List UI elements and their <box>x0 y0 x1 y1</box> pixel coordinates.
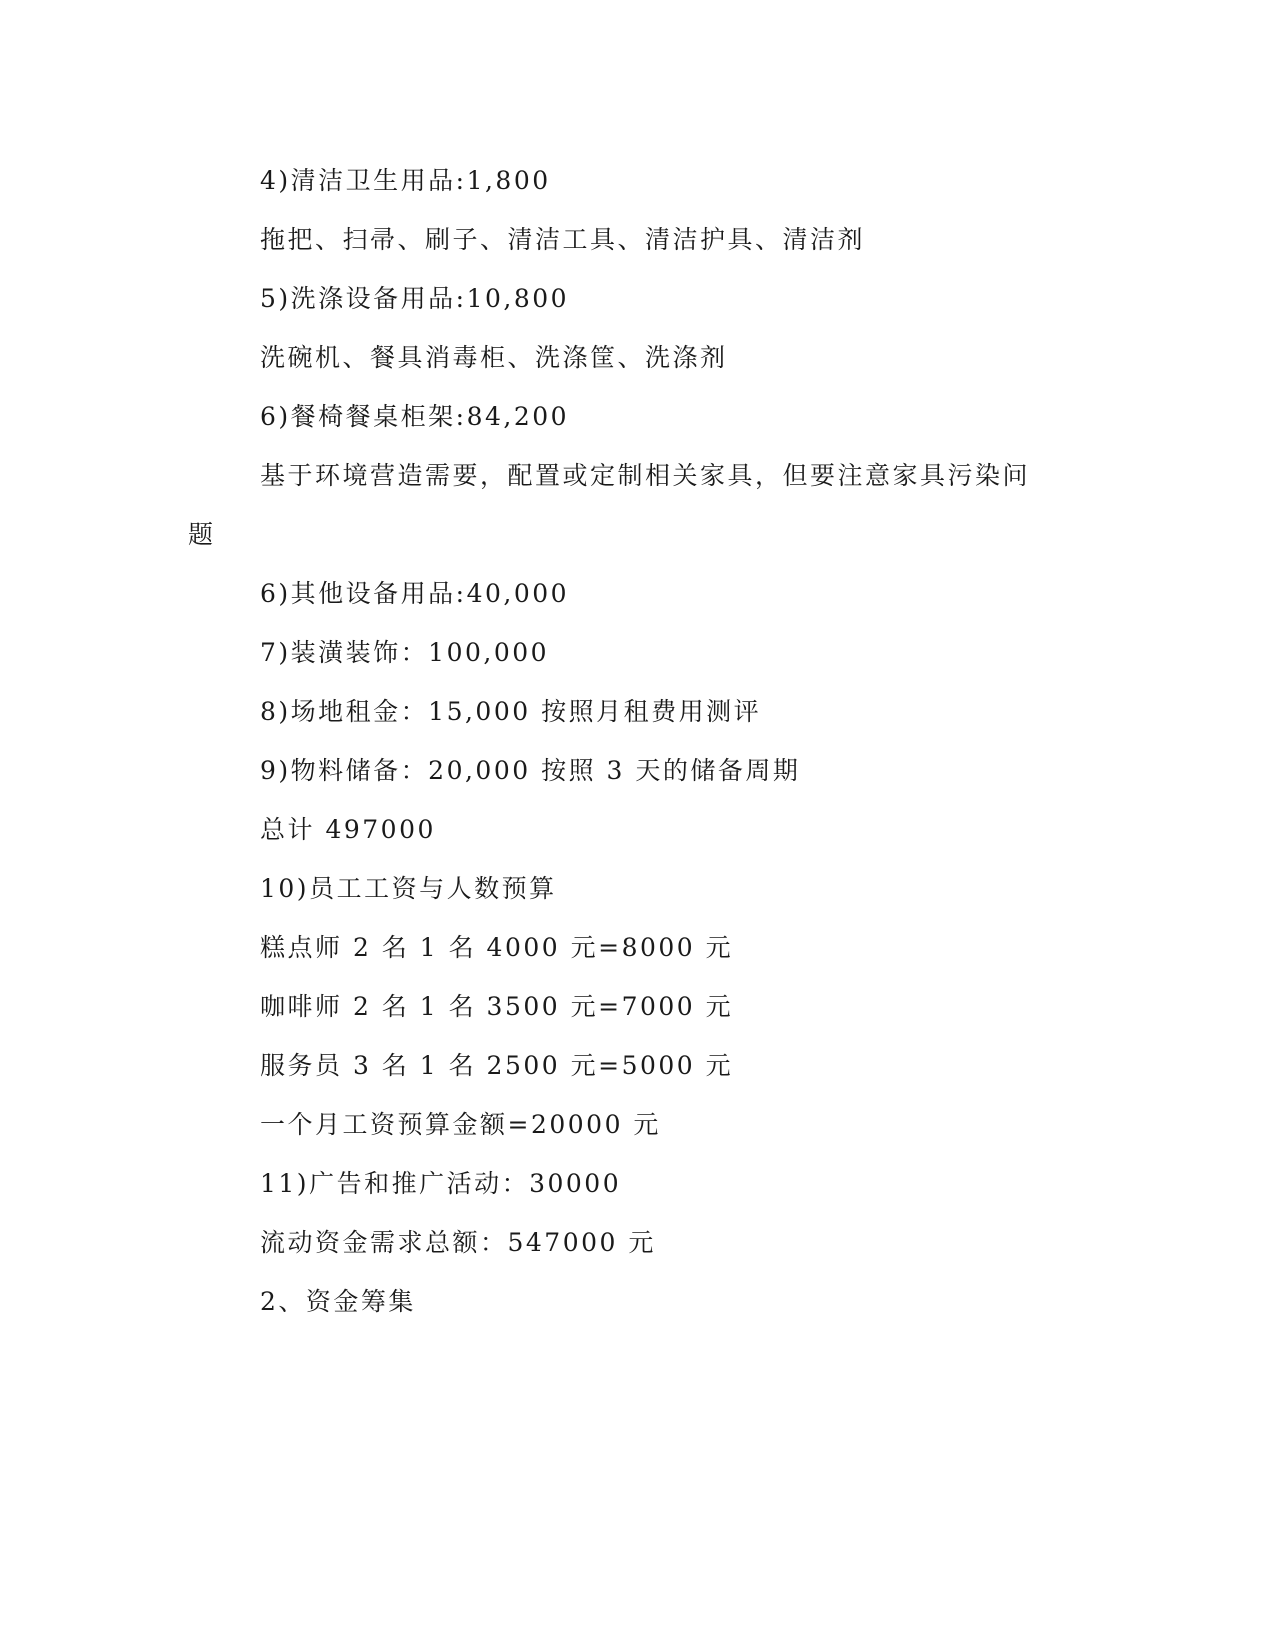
monthly-salary-total: 一个月工资预算金额=20000 元 <box>260 1110 661 1139</box>
tables-chairs-detail: 基于环境营造需要，配置或定制相关家具，但要注意家具污染问 <box>260 461 1031 490</box>
item-staff-salary: 10)员工工资与人数预算 <box>260 874 557 903</box>
salary-pastry-chef: 糕点师 2 名 1 名 4000 元=8000 元 <box>260 933 734 962</box>
item-other-equipment: 6)其他设备用品:40,000 <box>260 579 570 608</box>
item-cleaning-supplies: 4)清洁卫生用品:1,800 <box>260 166 551 195</box>
item-advertising: 11)广告和推广活动：30000 <box>260 1169 622 1198</box>
tables-chairs-detail-continued: 题 <box>188 520 216 549</box>
section-heading-fundraising: 2、资金筹集 <box>260 1287 416 1316</box>
salary-waiter: 服务员 3 名 1 名 2500 元=5000 元 <box>260 1051 734 1080</box>
item-material-reserve: 9)物料储备：20,000 按照 3 天的储备周期 <box>260 756 801 785</box>
washing-equipment-detail: 洗碗机、餐具消毒柜、洗涤筐、洗涤剂 <box>260 343 728 372</box>
item-washing-equipment: 5)洗涤设备用品:10,800 <box>260 284 570 313</box>
cleaning-supplies-detail: 拖把、扫帚、刷子、清洁工具、清洁护具、清洁剂 <box>260 225 866 254</box>
working-capital-total: 流动资金需求总额：547000 元 <box>260 1228 656 1257</box>
subtotal: 总计 497000 <box>260 815 436 844</box>
salary-barista: 咖啡师 2 名 1 名 3500 元=7000 元 <box>260 992 734 1021</box>
item-decoration: 7)装潢装饰：100,000 <box>260 638 550 667</box>
item-rent: 8)场地租金：15,000 按照月租费用测评 <box>260 697 762 726</box>
item-tables-chairs: 6)餐椅餐桌柜架:84,200 <box>260 402 570 431</box>
